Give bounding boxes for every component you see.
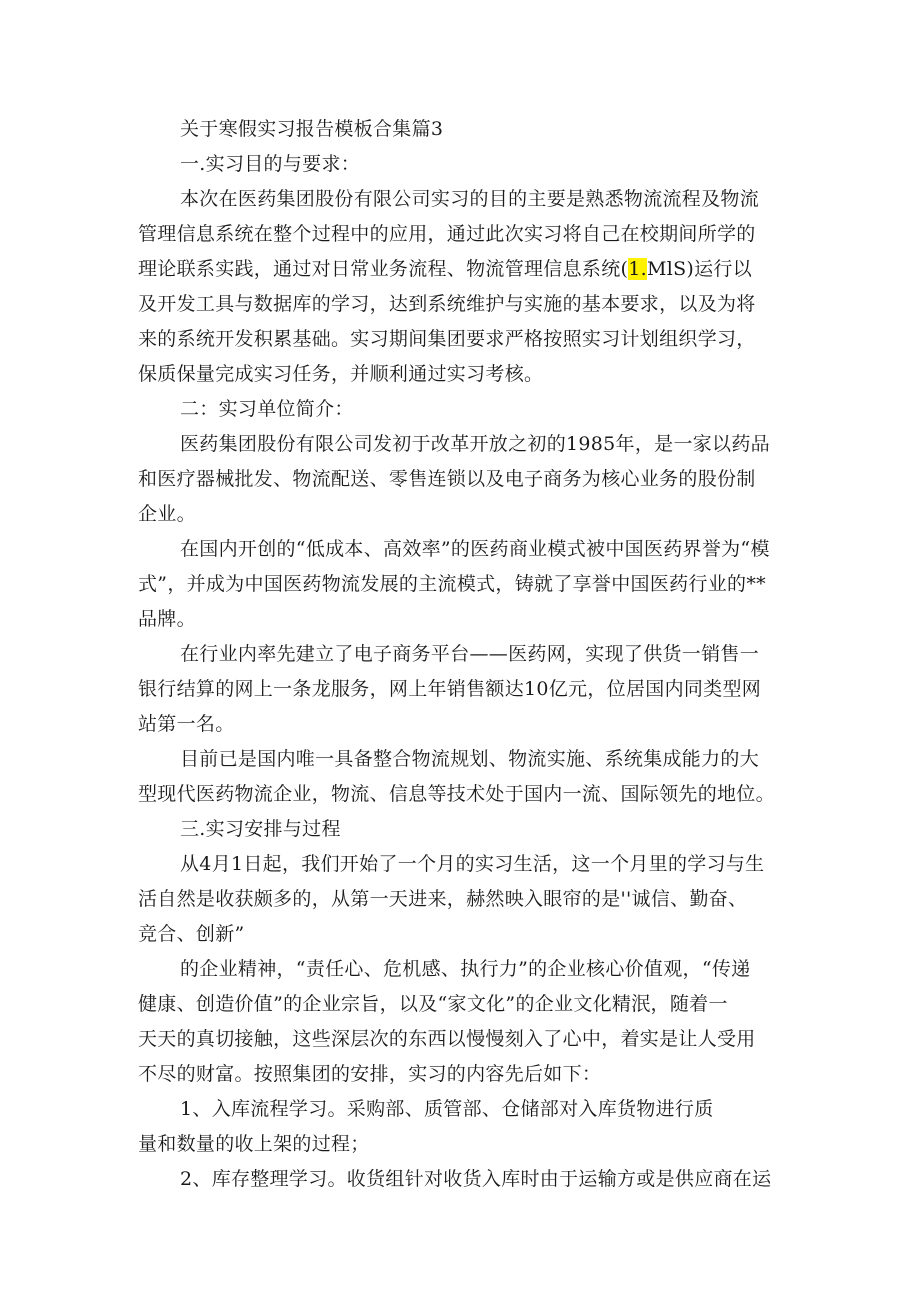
paragraph-text: MlS)运行以 xyxy=(646,258,753,280)
paragraph-line: 品牌。 xyxy=(138,608,196,630)
highlighted-text: 1. xyxy=(628,258,647,280)
paragraph-line: 式”，并成为中国医药物流发展的主流模式，铸就了享誉中国医药行业的** xyxy=(138,573,766,595)
paragraph-line: 健康、创造价值”的企业宗旨，以及“家文化”的企业文化精泯，随着一 xyxy=(138,993,728,1015)
paragraph-line: 来的系统开发积累基础。实习期间集团要求严格按照实习计划组织学习， xyxy=(138,328,756,350)
paragraph-line: 保质保量完成实习任务，并顺利通过实习考核。 xyxy=(138,363,544,385)
section-heading-3: 三.实习安排与过程 xyxy=(180,818,341,840)
paragraph-line: 不尽的财富。按照集团的安排，实习的内容先后如下： xyxy=(138,1063,602,1085)
paragraph-line: 在行业内率先建立了电子商务平台——医药网，实现了供货一销售一 xyxy=(180,643,760,665)
paragraph-line: 目前已是国内唯一具备整合物流规划、物流实施、系统集成能力的大 xyxy=(180,748,760,770)
paragraph-line: 医药集团股份有限公司发初于改革开放之初的1985年，是一家以药品 xyxy=(180,433,770,455)
paragraph-line: 企业。 xyxy=(138,503,196,525)
paragraph-line: 天天的真切接触，这些深层次的东西以慢慢刻入了心中，着实是让人受用 xyxy=(138,1028,756,1050)
paragraph-line: 活自然是收获颇多的，从第一天进来，赫然映入眼帘的是''诚信、勤奋、 xyxy=(138,888,748,910)
list-item: 1、入库流程学习。采购部、质管部、仓储部对入库货物进行质 xyxy=(180,1098,714,1120)
list-item-continuation: 量和数量的收上架的过程； xyxy=(138,1133,370,1155)
paragraph-line: 和医疗器械批发、物流配送、零售连锁以及电子商务为核心业务的股份制 xyxy=(138,468,756,490)
paragraph-line: 型现代医药物流企业，物流、信息等技术处于国内一流、国际领先的地位。 xyxy=(138,783,775,805)
section-heading-2: 二：实习单位简介： xyxy=(180,398,354,420)
paragraph-line: 站第一名。 xyxy=(138,713,235,735)
paragraph-line: 竞合、创新” xyxy=(138,923,245,945)
document-title: 关于寒假实习报告模板合集篇3 xyxy=(180,118,444,140)
paragraph-text: 理论联系实践，通过对日常业务流程、物流管理信息系统( xyxy=(138,258,629,280)
paragraph-line-with-highlight xyxy=(138,257,752,281)
list-item: 2、库存整理学习。收货组针对收货入库时由于运输方或是供应商在运 xyxy=(180,1168,772,1190)
paragraph-line: 的企业精神，“责任心、危机感、执行力”的企业核心价值观，“传递 xyxy=(180,958,751,980)
paragraph-line: 银行结算的网上一条龙服务，网上年销售额达10亿元，位居国内同类型网 xyxy=(138,678,762,700)
paragraph-line: 及开发工具与数据库的学习，达到系统维护与实施的基本要求，以及为将 xyxy=(138,293,756,315)
section-heading-1: 一.实习目的与要求： xyxy=(180,153,361,175)
paragraph-line: 在国内开创的“低成本、高效率”的医药商业模式被中国医药界誉为“模 xyxy=(180,538,770,560)
paragraph-line: 本次在医药集团股份有限公司实习的目的主要是熟悉物流流程及物流 xyxy=(180,188,760,210)
paragraph-line: 从4月1日起，我们开始了一个月的实习生活，这一个月里的学习与生 xyxy=(180,853,765,875)
paragraph-line: 管理信息系统在整个过程中的应用，通过此次实习将自己在校期间所学的 xyxy=(138,223,756,245)
